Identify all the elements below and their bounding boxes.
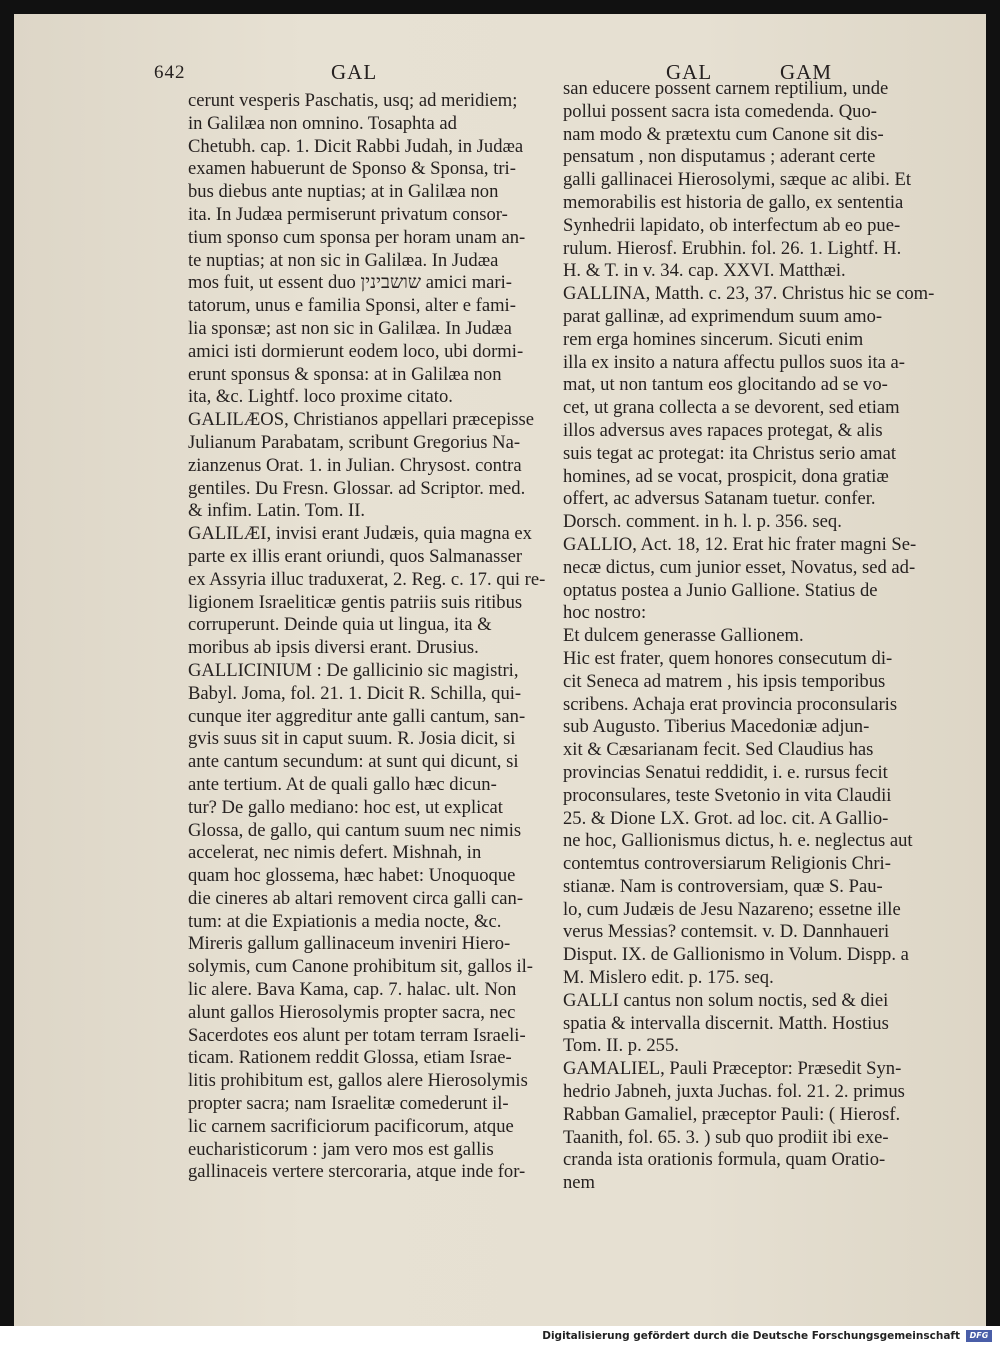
text-line: nam modo & prætextu cum Canone sit dis- <box>563 123 884 145</box>
text-line: in Galilæa non omnino. Tosaphta ad <box>188 112 457 134</box>
text-line: optatus postea a Junio Gallione. Statius de <box>563 579 878 601</box>
text-line: mos fuit, ut essent duo שושבינין amici mari- <box>188 272 512 294</box>
text-line: moribus ab ipsis diversi erant. Drusius. <box>188 637 479 659</box>
text-line: necæ dictus, cum junior esset, Novatus, sed ad- <box>563 556 916 578</box>
text-line: GALLINA, Matth. c. 23, 37. Christus hic se com- <box>563 283 935 305</box>
right-running-head-2: GAM <box>780 60 833 84</box>
text-line: spatia & intervalla discernit. Matth. Hostius <box>563 1012 889 1034</box>
text-line: erunt sponsus & sponsa: at in Galilæa non <box>188 363 502 385</box>
text-line: Chetubh. cap. 1. Dicit Rabbi Judah, in Judæa <box>188 135 524 157</box>
right-column <box>563 78 958 1195</box>
text-line: proconsulares, teste Svetonio in vita Claudii <box>563 784 892 806</box>
text-line: M. Mislero edit. p. 175. seq. <box>563 967 774 989</box>
text-line: Disput. IX. de Gallionismo in Volum. Dispp. a <box>563 944 909 966</box>
text-line: ticam. Rationem reddit Glossa, etiam Israe- <box>188 1047 512 1069</box>
dfg-logo-icon: DFG <box>966 1330 992 1342</box>
text-line: Tom. II. p. 255. <box>563 1035 679 1057</box>
text-line: lia sponsæ; ast non sic in Galilæa. In Judæa <box>188 317 512 339</box>
text-line: bus diebus ante nuptias; at in Galilæa non <box>188 181 499 203</box>
text-line: propter sacra; nam Israelitæ comederunt il- <box>188 1093 509 1115</box>
text-line: Julianum Parabatam, scribunt Gregorius Na- <box>188 431 521 453</box>
text-line: Mireris gallum gallinaceum inveniri Hiero- <box>188 933 511 955</box>
text-line: zianzenus Orat. 1. in Julian. Chrysost. contra <box>188 454 522 476</box>
page-number: 642 <box>154 62 186 83</box>
text-line: H. & T. in v. 34. cap. XXVI. Matthæi. <box>563 260 846 282</box>
text-line: illos adversus aves rapaces protegat, & alis <box>563 419 883 441</box>
text-line: parat gallinæ, ad exprimendum suum amo- <box>563 305 883 327</box>
text-line: hoc nostro: <box>563 602 647 624</box>
text-line: pensatum , non disputamus ; aderant certe <box>563 146 876 168</box>
text-line: GAMALIEL, Pauli Præceptor: Præsedit Syn- <box>563 1058 902 1080</box>
text-line: cerunt vesperis Paschatis, usq; ad meridiem; <box>188 90 518 111</box>
text-line: solymis, cum Canone prohibitum sit, gallos il- <box>188 956 534 978</box>
text-line: sub Augusto. Tiberius Macedoniæ adjun- <box>563 716 870 738</box>
text-line: Synhedrii lapidato, ob interfectum ab eo pue- <box>563 214 901 236</box>
text-line: tium sponso cum sponsa per horam unam an- <box>188 226 526 248</box>
text-line: rem erga homines sincerum. Sicuti enim <box>563 328 864 350</box>
footer-bar <box>0 1326 1000 1347</box>
text-line: lic alere. Bava Kama, cap. 7. halac. ult. Non <box>188 979 517 1001</box>
text-line: eucharisticorum : jam vero mos est gallis <box>188 1138 494 1160</box>
text-line: san educere possent carnem reptilium, unde <box>563 78 889 99</box>
text-line: & infim. Latin. Tom. II. <box>188 500 366 522</box>
text-line: rulum. Hierosf. Erubhin. fol. 26. 1. Lightf. H. <box>563 237 902 259</box>
text-line: Et dulcem generasse Gallionem. <box>563 625 804 647</box>
text-line: provincias Senatui reddidit, i. e. rursus fecit <box>563 761 888 783</box>
text-line: cranda ista orationis formula, quam Oratio- <box>563 1149 886 1171</box>
text-line: examen habuerunt de Sponso & Sponsa, tri- <box>188 158 516 180</box>
text-line: ita. In Judæa permiserunt privatum consor- <box>188 203 508 225</box>
text-line: offert, ac adversus Satanam tuetur. confer. <box>563 488 876 510</box>
text-line: mat, ut non tantum eos glocitando ad se vo- <box>563 374 888 396</box>
text-line: alunt gallos Hierosolymis propter sacra, nec <box>188 1001 516 1023</box>
text-line: Hic est frater, quem honores consecutum di- <box>563 647 893 669</box>
text-line: cunque iter aggreditur ante galli cantum, san- <box>188 705 526 727</box>
text-line: suis tegat ac protegat: ita Christus serio amat <box>563 442 897 464</box>
right-running-head-1: GAL <box>666 60 713 84</box>
text-line: gvis suus sit in caput suum. R. Josia dicit, si <box>188 728 516 750</box>
left-column <box>188 90 568 1184</box>
text-line: die cineres ab altari removent circa galli can- <box>188 887 524 909</box>
text-line: parte ex illis erant oriundi, quos Salmanasser <box>188 545 523 567</box>
text-line: ante cantum secundum: at sunt qui dicunt, si <box>188 751 519 773</box>
left-running-head: GAL <box>331 60 378 84</box>
text-line: GALLIO, Act. 18, 12. Erat hic frater magni Se- <box>563 533 917 555</box>
text-line: contemtus controversiarum Religionis Chri- <box>563 853 891 875</box>
text-line: tur? De gallo mediano: hoc est, ut explicat <box>188 796 503 818</box>
text-line: xit & Cæsarianam fecit. Sed Claudius has <box>563 739 874 761</box>
text-line: Babyl. Joma, fol. 21. 1. Dicit R. Schilla, qui- <box>188 682 522 704</box>
text-line: Rabban Gamaliel, præceptor Pauli: ( Hierosf. <box>563 1103 901 1125</box>
text-line: te nuptias; at non sic in Galilæa. In Judæa <box>188 249 499 271</box>
text-line: ita, &c. Lightf. loco proxime citato. <box>188 386 453 408</box>
text-line: galli gallinacei Hierosolymi, sæque ac alibi. Et <box>563 169 912 191</box>
text-line: Sacerdotes eos alunt per totam terram Israeli- <box>188 1024 526 1046</box>
text-line: illa ex insito a natura affectu pullos suos ita a- <box>563 351 905 373</box>
text-line: GALILÆOS, Christianos appellari præcepisse <box>188 409 534 431</box>
footer-credit: Digitalisierung gefördert durch die Deutsche Forschungsgemeinschaft <box>542 1330 960 1342</box>
text-line: 25. & Dione LX. Grot. ad loc. cit. A Gallio- <box>563 807 889 829</box>
text-line: memorabilis est historia de gallo, ex sententia <box>563 191 904 213</box>
text-line: amici isti dormierunt eodem loco, ubi dormi- <box>188 340 524 362</box>
text-line: lic carnem sacrificiorum pacificorum, atque <box>188 1115 514 1137</box>
text-line: Taanith, fol. 65. 3. ) sub quo prodiit ibi exe- <box>563 1126 889 1148</box>
text-line: cit Seneca ad matrem , his ipsis temporibus <box>563 670 886 692</box>
text-line: Glossa, de gallo, qui cantum suum nec nimis <box>188 819 522 841</box>
text-line: lo, cum Judæis de Jesu Nazareno; essetne ille <box>563 898 901 920</box>
text-line: hedrio Jabneh, juxta Juchas. fol. 21. 2. primus <box>563 1081 905 1103</box>
text-line: cet, ut grana collecta a se devorent, sed etiam <box>563 397 900 419</box>
text-line: quam hoc glossema, hæc habet: Unoquoque <box>188 865 516 887</box>
text-line: homines, ad se vocat, prospicit, dona gratiæ <box>563 465 889 487</box>
text-line: gallinaceis vertere stercoraria, atque inde for- <box>188 1161 526 1183</box>
text-line: GALLICINIUM : De gallicinio sic magistri, <box>188 659 519 681</box>
text-line: tatorum, unus e familia Sponsi, alter e fami- <box>188 295 516 317</box>
text-line: nem <box>563 1172 596 1194</box>
text-line: pollui possent sacra ista comedenda. Quo- <box>563 100 877 122</box>
text-line: gentiles. Du Fresn. Glossar. ad Scriptor. med. <box>188 477 526 499</box>
text-line: Dorsch. comment. in h. l. p. 356. seq. <box>563 511 842 533</box>
text-line: corruperunt. Deinde quia ut lingua, ita & <box>188 614 492 636</box>
text-line: stianæ. Nam is controversiam, quæ S. Pau- <box>563 875 883 897</box>
text-line: tum: at die Expiationis a media nocte, &c. <box>188 910 502 932</box>
text-line: scribens. Achaja erat provincia proconsularis <box>563 693 898 715</box>
text-line: ante tertium. At de quali gallo hæc dicun- <box>188 773 497 795</box>
text-line: litis prohibitum est, gallos alere Hierosolymis <box>188 1070 528 1092</box>
text-line: ex Assyria illuc traduxerat, 2. Reg. c. 17. qui re- <box>188 568 546 590</box>
text-line: GALILÆI, invisi erant Judæis, quia magna ex <box>188 523 532 545</box>
text-line: GALLI cantus non solum noctis, sed & diei <box>563 989 889 1011</box>
book-page <box>14 14 986 1326</box>
text-line: ne hoc, Gallionismus dictus, h. e. neglectus aut <box>563 830 913 852</box>
text-line: verus Messias? contemsit. v. D. Dannhaueri <box>563 921 890 943</box>
text-line: ligionem Israeliticæ gentis patriis suis ritibus <box>188 591 523 613</box>
text-line: accelerat, nec nimis defert. Mishnah, in <box>188 842 482 864</box>
